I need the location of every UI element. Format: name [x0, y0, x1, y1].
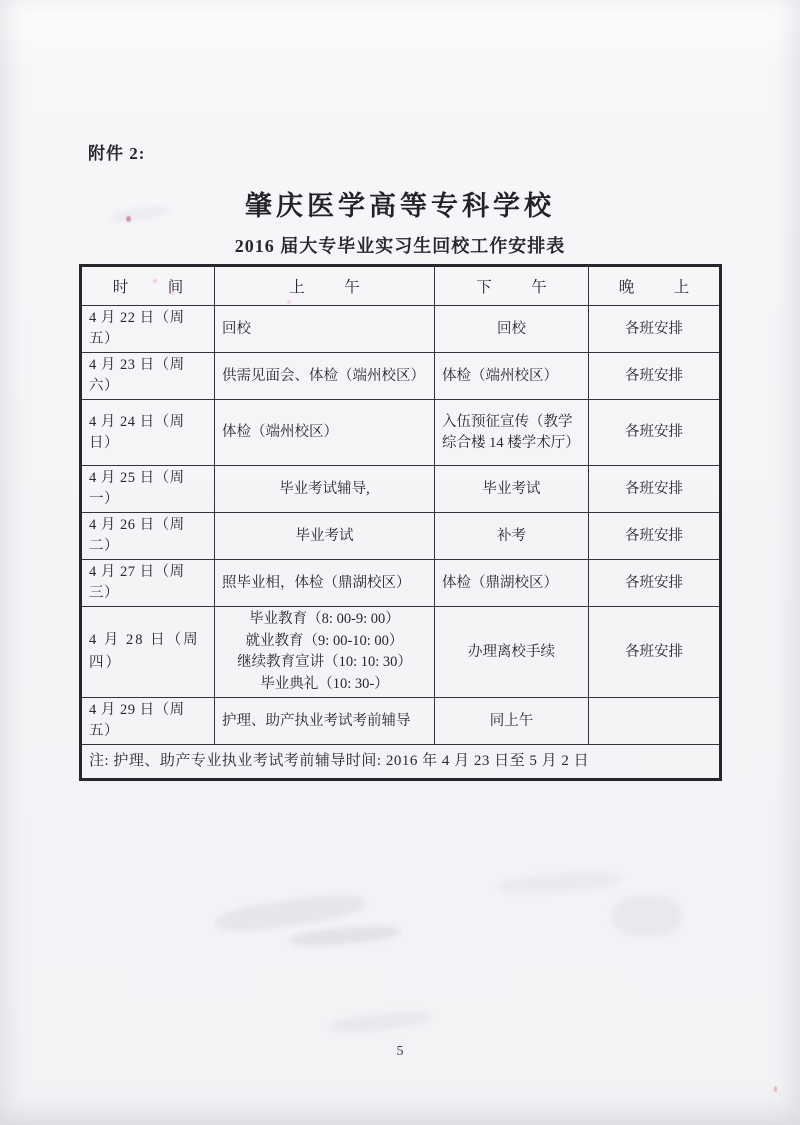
header-morning: 上 午: [215, 266, 435, 306]
table-row: [81, 306, 721, 353]
cell-afternoon: 回校: [435, 306, 589, 353]
table-row: [81, 353, 721, 400]
scan-smudge: [290, 923, 401, 949]
cell-evening: 各班安排: [589, 560, 721, 607]
scan-smudge: [214, 890, 366, 937]
cell-morning: 护理、助产执业考试考前辅导: [215, 698, 435, 745]
cell-time: 4 月 27 日（周三）: [81, 560, 215, 607]
cell-afternoon: 补考: [435, 513, 589, 560]
table-row: [81, 513, 721, 560]
morning-activity-line: 毕业教育（8: 00-9: 00）: [249, 611, 400, 627]
cell-evening: 各班安排: [589, 607, 721, 698]
cell-afternoon: 毕业考试: [435, 466, 589, 513]
scan-smudge: [500, 870, 621, 896]
cell-morning: 回校: [215, 306, 435, 353]
cell-evening: 各班安排: [589, 353, 721, 400]
table-row: [81, 560, 721, 607]
cell-afternoon: 入伍预征宣传（教学综合楼 14 楼学术厅）: [435, 400, 589, 466]
header-row: [81, 266, 721, 306]
morning-activity-line: 就业教育（9: 00-10: 00）: [245, 632, 404, 649]
cell-time: 4 月 23 日（周六）: [81, 353, 215, 400]
schedule-table: [79, 264, 722, 781]
table-note: 注: 护理、助产专业执业考试考前辅导时间: 2016 年 4 月 23 日至 5 月 2 日: [81, 745, 721, 780]
table-row: [81, 466, 721, 513]
table-row: [81, 400, 721, 466]
cell-morning: [215, 607, 435, 698]
cell-afternoon: 体检（端州校区）: [435, 353, 589, 400]
table-row: [81, 607, 721, 698]
cell-afternoon: 办理离校手续: [435, 607, 589, 698]
scan-smudge: [329, 1009, 430, 1035]
cell-morning: 供需见面会、体检（端州校区）: [215, 353, 435, 400]
cell-evening: 各班安排: [589, 513, 721, 560]
cell-morning: 体检（端州校区）: [215, 400, 435, 466]
cell-morning: 照毕业相，体检（鼎湖校区）: [215, 560, 435, 607]
cell-morning: 毕业考试: [215, 513, 435, 560]
header-time: 时 间: [81, 266, 215, 306]
school-title: 肇庆医学高等专科学校: [245, 191, 555, 221]
scan-smudge: [612, 896, 682, 936]
cell-morning: 毕业考试辅导,: [215, 466, 435, 513]
cell-evening: [589, 698, 721, 745]
cell-time: 4 月 29 日（周五）: [81, 698, 215, 745]
cell-time: 4 月 28 日（周四）: [81, 607, 215, 698]
table-title: 2016 届大专毕业实习生回校工作安排表: [234, 236, 566, 256]
attachment-label: 附件 2:: [88, 144, 146, 163]
cell-time: 4 月 26 日（周二）: [81, 513, 215, 560]
morning-activity-line: 毕业典礼（10: 30-）: [260, 675, 389, 692]
header-evening: 晚 上: [589, 266, 721, 306]
table-row: [81, 698, 721, 745]
note-row: [81, 745, 721, 780]
cell-time: 4 月 22 日（周五）: [81, 306, 215, 353]
cell-evening: 各班安排: [589, 306, 721, 353]
cell-time: 4 月 24 日（周日）: [81, 400, 215, 466]
page-number: 5: [396, 1044, 404, 1059]
header-afternoon: 下 午: [435, 266, 589, 306]
cell-evening: 各班安排: [589, 400, 721, 466]
cell-evening: 各班安排: [589, 466, 721, 513]
scan-red-speck: [774, 1086, 777, 1092]
cell-afternoon: 体检（鼎湖校区）: [435, 560, 589, 607]
morning-activity-line: 继续教育宣讲（10: 10: 30）: [237, 654, 412, 670]
cell-time: 4 月 25 日（周一）: [81, 466, 215, 513]
cell-afternoon: 同上午: [435, 698, 589, 745]
